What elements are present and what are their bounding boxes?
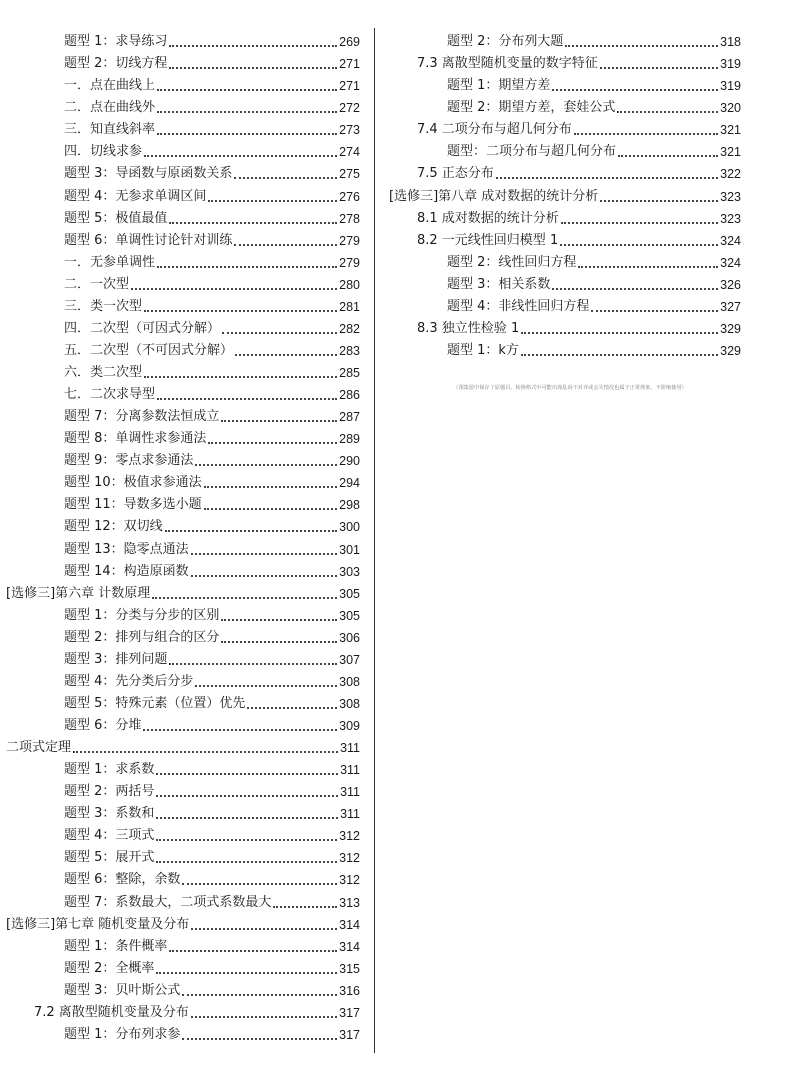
toc-entry[interactable] — [6, 979, 360, 1001]
toc-entry-page: 309 — [339, 719, 360, 733]
toc-entry-page: 278 — [339, 211, 360, 226]
dot-leader — [144, 376, 337, 378]
toc-entry[interactable] — [6, 1023, 360, 1045]
toc-entry[interactable] — [389, 207, 741, 229]
toc-entry[interactable] — [6, 1001, 360, 1023]
toc-entry-label: 题型 5：特殊元素（位置）优先 — [64, 695, 246, 711]
toc-entry-page: 318 — [720, 35, 741, 50]
toc-entry[interactable] — [6, 339, 360, 361]
toc-entry-label: 题型 8：单调性求参通法 — [64, 431, 207, 447]
toc-entry-label: 六．类二次型 — [64, 365, 143, 380]
toc-entry-page: 308 — [339, 674, 360, 689]
dot-leader — [144, 310, 337, 312]
toc-entry-label: 一．无参单调性 — [64, 254, 156, 270]
toc-entry-label: 一．点在曲线上 — [64, 78, 156, 94]
toc-entry[interactable] — [6, 273, 360, 295]
toc-entry-label: 题型 9：零点求参通法 — [64, 453, 194, 469]
column-divider — [374, 28, 375, 1053]
dot-leader — [143, 729, 337, 731]
dot-leader — [521, 354, 718, 356]
toc-entry-page: 307 — [339, 652, 360, 667]
toc-entry[interactable] — [6, 604, 360, 626]
toc-entry-label: 题型 2：分布列大题 — [447, 34, 564, 50]
toc-entry-page: 283 — [339, 343, 360, 358]
toc-entry-label: 8.2 一元线性回归模型 1 — [417, 232, 559, 248]
toc-entry[interactable] — [6, 515, 360, 537]
toc-entry[interactable] — [6, 383, 360, 405]
dot-leader — [157, 133, 337, 135]
toc-entry[interactable] — [389, 118, 741, 140]
toc-entry-page: 287 — [339, 410, 360, 425]
toc-entry-page: 308 — [339, 696, 360, 711]
toc-entry-page: 272 — [339, 101, 360, 116]
toc-entry-label: 题型：二项分布与超几何分布 — [447, 144, 617, 160]
toc-entry-label: 二．一次型 — [64, 276, 130, 292]
toc-entry-page: 323 — [720, 211, 741, 226]
toc-entry-page: 311 — [340, 807, 360, 822]
toc-entry-label: 题型 12：双切线 — [64, 519, 163, 535]
toc-entry[interactable] — [6, 846, 360, 868]
dot-leader — [574, 133, 718, 135]
dot-leader — [182, 883, 337, 885]
toc-entry-label: 七．二次求导型 — [64, 387, 156, 403]
dot-leader — [222, 332, 337, 334]
toc-left-column — [6, 30, 360, 1045]
dot-leader — [221, 641, 337, 643]
toc-entry[interactable] — [389, 295, 741, 317]
toc-entry[interactable] — [389, 140, 741, 162]
dot-leader — [234, 177, 337, 179]
toc-entry[interactable] — [6, 670, 360, 692]
toc-entry-page: 290 — [339, 454, 360, 469]
toc-entry-label: 五．二次型（不可因式分解） — [64, 342, 234, 358]
dot-leader — [496, 177, 718, 179]
dot-leader — [191, 928, 337, 930]
dot-leader — [561, 222, 718, 224]
toc-entry-label: 7.2 离散型随机变量及分布 — [34, 1004, 189, 1020]
toc-entry-label: 题型 5：极值最值 — [64, 210, 168, 226]
dot-leader — [156, 773, 338, 775]
dot-leader — [165, 530, 337, 532]
toc-entry-page: 271 — [339, 57, 360, 72]
toc-entry-label: 四．切线求参 — [64, 144, 143, 160]
toc-entry-label: 题型 3：相关系数 — [447, 276, 551, 292]
toc-entry[interactable] — [6, 935, 360, 957]
dot-leader — [221, 420, 337, 422]
toc-right-column — [389, 30, 741, 361]
toc-entry[interactable] — [389, 184, 741, 206]
toc-entry-page: 300 — [339, 520, 360, 535]
dot-leader — [169, 222, 337, 224]
toc-entry[interactable] — [389, 52, 741, 74]
toc-entry-label: 题型 13：隐零点通法 — [64, 541, 189, 557]
toc-entry[interactable] — [389, 251, 741, 273]
toc-entry[interactable] — [389, 96, 741, 118]
dot-leader — [157, 266, 337, 268]
toc-entry-page: 326 — [720, 277, 741, 292]
dot-leader — [169, 663, 337, 665]
dot-leader — [208, 442, 337, 444]
toc-entry[interactable] — [6, 471, 360, 493]
toc-entry-label: 题型 2：全概率 — [64, 960, 155, 976]
toc-entry-label: 三．知直线斜率 — [64, 122, 156, 138]
toc-entry-label: [选修三]第八章 成对数据的统计分析 — [389, 188, 599, 204]
toc-entry-page: 274 — [339, 145, 360, 160]
dot-leader — [195, 464, 337, 466]
dot-leader — [169, 950, 337, 952]
toc-entry[interactable] — [6, 714, 360, 736]
toc-entry-page: 305 — [339, 608, 360, 623]
toc-entry[interactable] — [6, 736, 360, 758]
dot-leader — [552, 89, 718, 91]
dot-leader — [156, 817, 338, 819]
toc-entry-label: 题型 5：展开式 — [64, 850, 155, 866]
toc-entry-label: 二项式定理 — [6, 740, 72, 756]
toc-entry-page: 315 — [339, 961, 360, 976]
toc-entry[interactable] — [6, 802, 360, 824]
toc-entry-page: 311 — [340, 785, 360, 800]
toc-entry[interactable] — [6, 626, 360, 648]
toc-entry[interactable] — [389, 229, 741, 251]
toc-entry-page: 329 — [720, 343, 741, 358]
dot-leader — [191, 1016, 337, 1018]
toc-entry[interactable] — [6, 30, 360, 52]
dot-leader — [73, 751, 338, 753]
toc-entry-label: 7.3 离散型随机变量的数字特征 — [417, 56, 598, 72]
toc-entry-page: 321 — [720, 123, 741, 138]
toc-entry-label: 题型 6：整除，余数 — [64, 872, 181, 888]
toc-entry-label: 题型 4：先分类后分步 — [64, 673, 194, 689]
toc-entry-label: 8.3 独立性检验 1 — [417, 320, 520, 336]
dot-leader — [618, 155, 718, 157]
dot-leader — [157, 111, 337, 113]
toc-entry-label: 7.4 二项分布与超几何分布 — [417, 122, 572, 138]
toc-entry-label: 题型 3：系数和 — [64, 806, 155, 822]
toc-entry[interactable] — [6, 207, 360, 229]
toc-entry-page: 271 — [339, 79, 360, 94]
toc-entry[interactable] — [6, 868, 360, 890]
dot-leader — [521, 332, 718, 334]
toc-entry-label: [选修三]第六章 计数原理 — [6, 585, 151, 601]
toc-entry-label: 三．类一次型 — [64, 298, 143, 314]
toc-entry[interactable] — [6, 295, 360, 317]
dot-leader — [144, 155, 337, 157]
toc-entry-page: 322 — [720, 167, 741, 182]
toc-entry-page: 305 — [339, 586, 360, 601]
toc-entry[interactable] — [6, 957, 360, 979]
toc-entry-page: 324 — [720, 255, 741, 270]
toc-entry-page: 279 — [339, 233, 360, 248]
toc-entry[interactable] — [6, 162, 360, 184]
toc-entry-page: 306 — [339, 630, 360, 645]
toc-entry[interactable] — [389, 30, 741, 52]
toc-entry-label: 题型 4：无参求单调区间 — [64, 188, 207, 204]
toc-entry-label: 题型 14：构造原函数 — [64, 563, 189, 579]
dot-leader — [169, 45, 337, 47]
toc-entry[interactable] — [389, 74, 741, 96]
toc-entry-label: 题型 3：贝叶斯公式 — [64, 982, 181, 998]
toc-entry-page: 289 — [339, 432, 360, 447]
toc-entry-page: 319 — [720, 79, 741, 94]
toc-entry[interactable] — [6, 648, 360, 670]
dot-leader — [565, 45, 718, 47]
toc-entry-label: 题型 4：非线性回归方程 — [447, 298, 590, 314]
toc-entry-page: 269 — [339, 35, 360, 50]
toc-entry[interactable] — [6, 913, 360, 935]
toc-entry[interactable] — [6, 692, 360, 714]
toc-entry-label: 二．点在曲线外 — [64, 100, 156, 116]
toc-entry-page: 312 — [339, 829, 360, 844]
toc-entry[interactable] — [6, 118, 360, 140]
dot-leader — [617, 111, 718, 113]
toc-entry[interactable] — [6, 449, 360, 471]
footnote: （預集留中保存了原题目，转换格式中可能出现乱码不对齐或丢失情况也属于正常现象，不影响使用） — [453, 385, 687, 391]
toc-entry-page: 311 — [340, 763, 360, 778]
toc-entry-page: 279 — [339, 255, 360, 270]
toc-entry-page: 298 — [339, 498, 360, 513]
toc-entry-page: 281 — [339, 299, 360, 314]
dot-leader — [156, 839, 337, 841]
toc-entry-page: 286 — [339, 388, 360, 403]
dot-leader — [156, 795, 338, 797]
toc-entry-page: 317 — [339, 1027, 360, 1042]
dot-leader — [182, 1038, 337, 1040]
toc-entry-page: 312 — [339, 873, 360, 888]
dot-leader — [157, 89, 337, 91]
toc-entry-label: 题型 3：排列问题 — [64, 651, 168, 667]
toc-entry-label: 题型 1：k方 — [447, 342, 519, 358]
toc-entry-label: 题型 2：排列与组合的区分 — [64, 629, 220, 645]
toc-entry-label: 题型 1：分类与分步的区别 — [64, 607, 220, 623]
toc-entry[interactable] — [6, 560, 360, 582]
toc-entry-page: 313 — [339, 895, 360, 910]
toc-entry[interactable] — [6, 251, 360, 273]
toc-entry-label: 题型 2：线性回归方程 — [447, 254, 577, 270]
toc-entry-page: 303 — [339, 564, 360, 579]
dot-leader — [578, 266, 718, 268]
toc-entry-page: 285 — [339, 366, 360, 380]
toc-entry[interactable] — [6, 317, 360, 339]
toc-entry[interactable] — [6, 493, 360, 515]
toc-entry-label: 题型 2：两括号 — [64, 784, 155, 800]
toc-entry-page: 294 — [339, 476, 360, 491]
dot-leader — [247, 707, 337, 709]
toc-entry-page: 276 — [339, 189, 360, 204]
toc-entry-page: 324 — [720, 233, 741, 248]
dot-leader — [204, 486, 337, 488]
toc-entry-page: 275 — [339, 167, 360, 182]
toc-entry[interactable] — [6, 824, 360, 846]
toc-entry-label: 题型 4：三项式 — [64, 828, 155, 844]
dot-leader — [191, 575, 337, 577]
toc-entry[interactable] — [6, 890, 360, 912]
toc-entry[interactable] — [389, 339, 741, 361]
dot-leader — [191, 553, 337, 555]
toc-entry[interactable] — [6, 427, 360, 449]
toc-entry-label: 题型 1：求导练习 — [64, 34, 168, 50]
toc-entry-label: 题型 1：分布列求参 — [64, 1026, 181, 1042]
toc-entry-label: 题型 3：导函数与原函数关系 — [64, 166, 233, 182]
toc-entry[interactable] — [389, 317, 741, 339]
toc-entry-label: 题型 7：系数最大，二项式系数最大 — [64, 894, 272, 910]
toc-entry-page: 311 — [340, 741, 360, 756]
toc-entry-label: [选修三]第七章 随机变量及分布 — [6, 916, 190, 932]
toc-entry-label: 8.1 成对数据的统计分析 — [417, 210, 559, 226]
toc-entry-page: 321 — [720, 145, 741, 160]
toc-entry-page: 301 — [339, 542, 360, 557]
dot-leader — [131, 288, 337, 290]
toc-entry-page: 314 — [339, 939, 360, 954]
dot-leader — [591, 310, 718, 312]
toc-entry-page: 329 — [720, 321, 741, 336]
dot-leader — [208, 200, 337, 202]
toc-entry[interactable] — [6, 184, 360, 206]
toc-entry-page: 320 — [720, 101, 741, 116]
dot-leader — [600, 200, 718, 202]
toc-entry-page: 327 — [720, 299, 741, 314]
dot-leader — [221, 619, 337, 621]
toc-entry-label: 题型 6：单调性讨论针对训练 — [64, 232, 233, 248]
toc-entry[interactable] — [6, 52, 360, 74]
dot-leader — [273, 906, 337, 908]
toc-entry[interactable] — [6, 74, 360, 96]
dot-leader — [156, 861, 337, 863]
toc-entry-page: 319 — [720, 57, 741, 72]
toc-entry-page: 280 — [339, 277, 360, 292]
toc-entry-label: 题型 1：期望方差 — [447, 78, 551, 94]
dot-leader — [156, 972, 337, 974]
dot-leader — [600, 67, 718, 69]
dot-leader — [560, 244, 718, 246]
toc-entry[interactable] — [389, 273, 741, 295]
toc-entry[interactable] — [6, 758, 360, 780]
toc-entry-page: 282 — [339, 321, 360, 336]
toc-entry-page: 312 — [339, 851, 360, 866]
toc-entry-page: 314 — [339, 917, 360, 932]
dot-leader — [195, 685, 337, 687]
toc-entry[interactable] — [6, 229, 360, 251]
toc-entry[interactable] — [6, 537, 360, 559]
toc-entry-page: 273 — [339, 123, 360, 138]
toc-entry-label: 题型 1：条件概率 — [64, 938, 168, 954]
dot-leader — [204, 508, 337, 510]
toc-entry[interactable] — [6, 361, 360, 383]
toc-entry[interactable] — [6, 582, 360, 604]
toc-entry-label: 7.5 正态分布 — [417, 166, 494, 182]
dot-leader — [169, 67, 337, 69]
toc-entry-label: 题型 2：期望方差，套娃公式 — [447, 100, 616, 116]
toc-entry-label: 题型 6：分堆 — [64, 718, 142, 733]
dot-leader — [234, 244, 337, 246]
toc-entry[interactable] — [6, 96, 360, 118]
toc-entry-label: 题型 1：求系数 — [64, 762, 155, 778]
toc-entry-page: 316 — [339, 983, 360, 998]
toc-entry-label: 题型 10：极值求参通法 — [64, 475, 202, 491]
toc-entry[interactable] — [6, 780, 360, 802]
dot-leader — [157, 398, 337, 400]
dot-leader — [552, 288, 718, 290]
toc-entry[interactable] — [6, 405, 360, 427]
toc-entry-label: 题型 11：导数多选小题 — [64, 497, 202, 513]
toc-entry-label: 题型 2：切线方程 — [64, 56, 168, 72]
toc-entry-page: 317 — [339, 1005, 360, 1020]
toc-entry[interactable] — [389, 162, 741, 184]
dot-leader — [152, 597, 337, 599]
toc-entry-label: 四．二次型（可因式分解） — [64, 320, 221, 336]
dot-leader — [235, 354, 337, 356]
toc-entry-label: 题型 7：分离参数法恒成立 — [64, 409, 220, 425]
dot-leader — [182, 994, 337, 996]
toc-entry-page: 323 — [720, 189, 741, 204]
toc-entry[interactable] — [6, 140, 360, 162]
